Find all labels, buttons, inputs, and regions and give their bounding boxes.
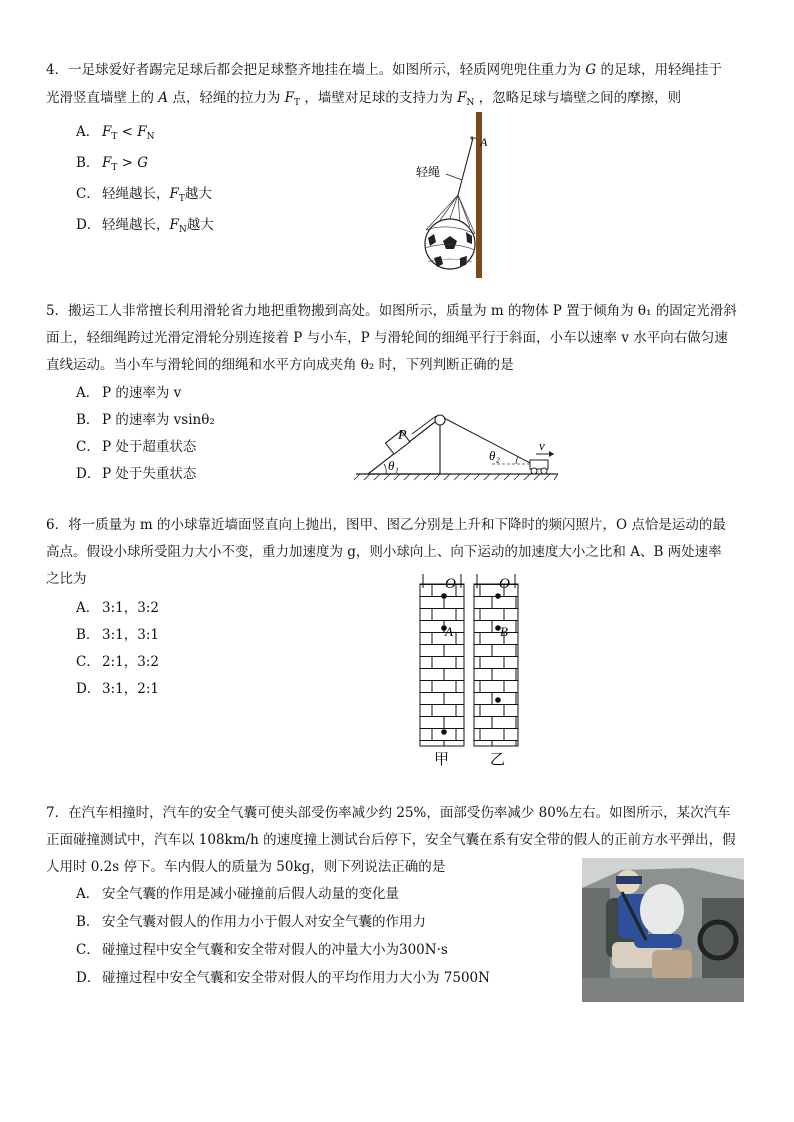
wall-yi — [474, 584, 518, 746]
option-text: 安全气囊的作用是减小碰撞前后假人动量的变化量 — [102, 886, 399, 902]
q6-brick-figure — [414, 572, 528, 770]
option-sub: N — [178, 225, 187, 235]
option-key: A． — [76, 124, 100, 140]
q6-option-a[interactable] — [76, 598, 159, 618]
option-text: 轻绳越长， — [102, 217, 170, 233]
wall-jia — [420, 584, 464, 746]
q5-stem-line: 面上，轻细绳跨过光滑定滑轮分别连接着 P 与小车，P 与滑轮间的细绳平行于斜面，小车以速率 v 水平向右做匀速 — [46, 330, 728, 346]
q6-option-c[interactable] — [76, 652, 159, 672]
fig-label-b: B — [500, 624, 508, 639]
option-text: P 的速率为 v — [102, 385, 182, 401]
fig-label-a: A — [480, 135, 488, 149]
q4-stem-part: ，忽略足球与墙壁之间的摩擦，则 — [478, 90, 682, 106]
question-5-stem — [46, 298, 756, 379]
option-text: F — [169, 186, 179, 202]
option-text: > G — [117, 155, 149, 171]
q4-stem-part: ，墙壁对足球的支持力为 — [304, 90, 453, 106]
fig-label-theta2: θ₂ — [489, 448, 500, 463]
option-sub: N — [146, 132, 155, 142]
fig-label-p: P — [398, 428, 407, 443]
q6-stem-line: 6．将一质量为 m 的小球靠近墙面竖直向上抛出，图甲、图乙分别是上升和下降时的频闪照片，O 点恰是运动的最 — [46, 517, 726, 533]
option-sub: T — [111, 132, 118, 142]
option-sub: T — [111, 163, 118, 173]
q6-stem-line: 之比为 — [46, 571, 87, 587]
question-4-stem — [46, 56, 756, 117]
q4-option-b[interactable] — [76, 153, 148, 178]
q5-stem-line: 直线运动。当小车与滑轮间的细绳和水平方向成夹角 θ₂ 时，下列判断正确的是 — [46, 357, 514, 373]
q7-stem-line: 人用时 0.2s 停下。车内假人的质量为 50kg，则下列说法正确的是 — [46, 859, 446, 875]
q6-option-d[interactable] — [76, 679, 159, 699]
option-text: P 处于失重状态 — [102, 466, 197, 482]
q4-var-ft: F — [284, 90, 295, 106]
option-text: F — [169, 217, 179, 233]
option-key: A． — [76, 385, 100, 401]
q7-stem-line: 7．在汽车相撞时，汽车的安全气囊可使头部受伤率减少约 25%，面部受伤率减少 80%左右。如图所示，某次汽车 — [46, 805, 731, 821]
option-key: D． — [76, 681, 101, 697]
q4-var-g: G — [585, 62, 597, 78]
rope-incline — [412, 416, 436, 434]
rope-cart — [444, 418, 532, 464]
option-text: F — [102, 155, 112, 171]
q4-var-fn: F — [457, 90, 467, 106]
option-key: C． — [76, 942, 100, 958]
q5-stem-line: 5．搬运工人非常擅长利用滑轮省力地把重物搬到高处。如图所示，质量为 m 的物体 P 置于倾角为 θ₁ 的固定光滑斜 — [46, 303, 737, 319]
option-key: D． — [76, 466, 101, 482]
option-key: C． — [76, 654, 100, 670]
q6-option-b[interactable] — [76, 625, 159, 645]
option-key: A． — [76, 886, 100, 902]
cart — [530, 460, 548, 469]
option-text: 3:1，3:1 — [102, 627, 159, 643]
q4-option-d[interactable] — [76, 215, 214, 240]
option-text: 轻绳越长， — [102, 186, 170, 202]
option-text: 3:1，2:1 — [102, 681, 159, 697]
pulley — [435, 415, 445, 425]
q4-stem-part: 4．一足球爱好者踢完足球后都会把足球整齐地挂在墙上。如图所示，轻质网兜兜住重力为 — [46, 62, 582, 78]
option-text: 3:1，3:2 — [102, 600, 159, 616]
q4-var-a: A — [158, 90, 169, 106]
option-key: C． — [76, 439, 100, 455]
question-6-stem — [46, 512, 756, 593]
q4-option-c[interactable] — [76, 184, 212, 209]
q4-var-ft-sub: T — [294, 98, 301, 108]
fig-label-v: v — [539, 438, 545, 453]
option-key: A． — [76, 600, 100, 616]
q5-option-d[interactable] — [76, 464, 196, 484]
option-key: D． — [76, 217, 101, 233]
q4-stem-part: 的足球，用轻绳挂于 — [600, 62, 722, 78]
ground-hatch — [354, 474, 558, 480]
crash-test-photo — [582, 858, 744, 1002]
option-key: B． — [76, 627, 100, 643]
fig-label-rope: 轻绳 — [416, 165, 441, 179]
q4-stem-part: 光滑竖直墙壁上的 — [46, 90, 154, 106]
q4-var-fn-sub: N — [466, 98, 475, 108]
fig-label-o2: O — [499, 576, 510, 592]
option-text: P 的速率为 vsinθ₂ — [102, 412, 215, 428]
option-sub: T — [178, 194, 185, 204]
option-text: 越大 — [186, 217, 214, 233]
fig-label-yi: 乙 — [490, 750, 506, 768]
option-text: 2:1，3:2 — [102, 654, 159, 670]
option-key: B． — [76, 914, 100, 930]
option-text: 碰撞过程中安全气囊和安全带对假人的冲量大小为300N·s — [102, 942, 448, 958]
option-key: B． — [76, 412, 100, 428]
fig-label-theta1: θ₁ — [388, 458, 399, 473]
q7-option-d[interactable] — [76, 968, 490, 988]
option-key: D． — [76, 970, 101, 986]
option-text: F — [102, 124, 112, 140]
fig-label-a: A — [445, 624, 453, 639]
rope-label-pointer — [446, 174, 462, 180]
option-text: < F — [117, 124, 147, 140]
q7-option-b[interactable] — [76, 912, 426, 932]
option-key: C． — [76, 186, 100, 202]
option-text: 越大 — [184, 186, 212, 202]
q5-option-a[interactable] — [76, 383, 181, 403]
option-text: 碰撞过程中安全气囊和安全带对假人的平均作用力大小为 7500N — [102, 970, 490, 986]
q7-option-c[interactable] — [76, 940, 448, 960]
q5-option-c[interactable] — [76, 437, 196, 457]
fig-label-o1: O — [445, 576, 456, 592]
q7-stem-line: 正面碰撞测试中，汽车以 108km/h 的速度撞上测试台后停下，安全气囊在系有安全带的假人的正前方水平弹出，假 — [46, 832, 736, 848]
q7-option-a[interactable] — [76, 884, 399, 904]
option-key: B． — [76, 155, 100, 171]
rope-line — [458, 138, 473, 195]
q5-incline-figure — [352, 408, 564, 482]
option-text: 安全气囊对假人的作用力小于假人对安全气囊的作用力 — [102, 914, 426, 930]
q4-option-a[interactable] — [76, 122, 155, 147]
q5-option-b[interactable] — [76, 410, 215, 430]
q6-stem-line: 高点。假设小球所受阻力大小不变，重力加速度为 g，则小球向上、向下运动的加速度大小之比和 A、B 两处速率 — [46, 544, 722, 560]
fig-label-jia: 甲 — [434, 750, 450, 768]
q4-stem-part: 点，轻绳的拉力为 — [172, 90, 281, 106]
q4-ball-figure — [410, 110, 510, 280]
option-text: P 处于超重状态 — [102, 439, 197, 455]
